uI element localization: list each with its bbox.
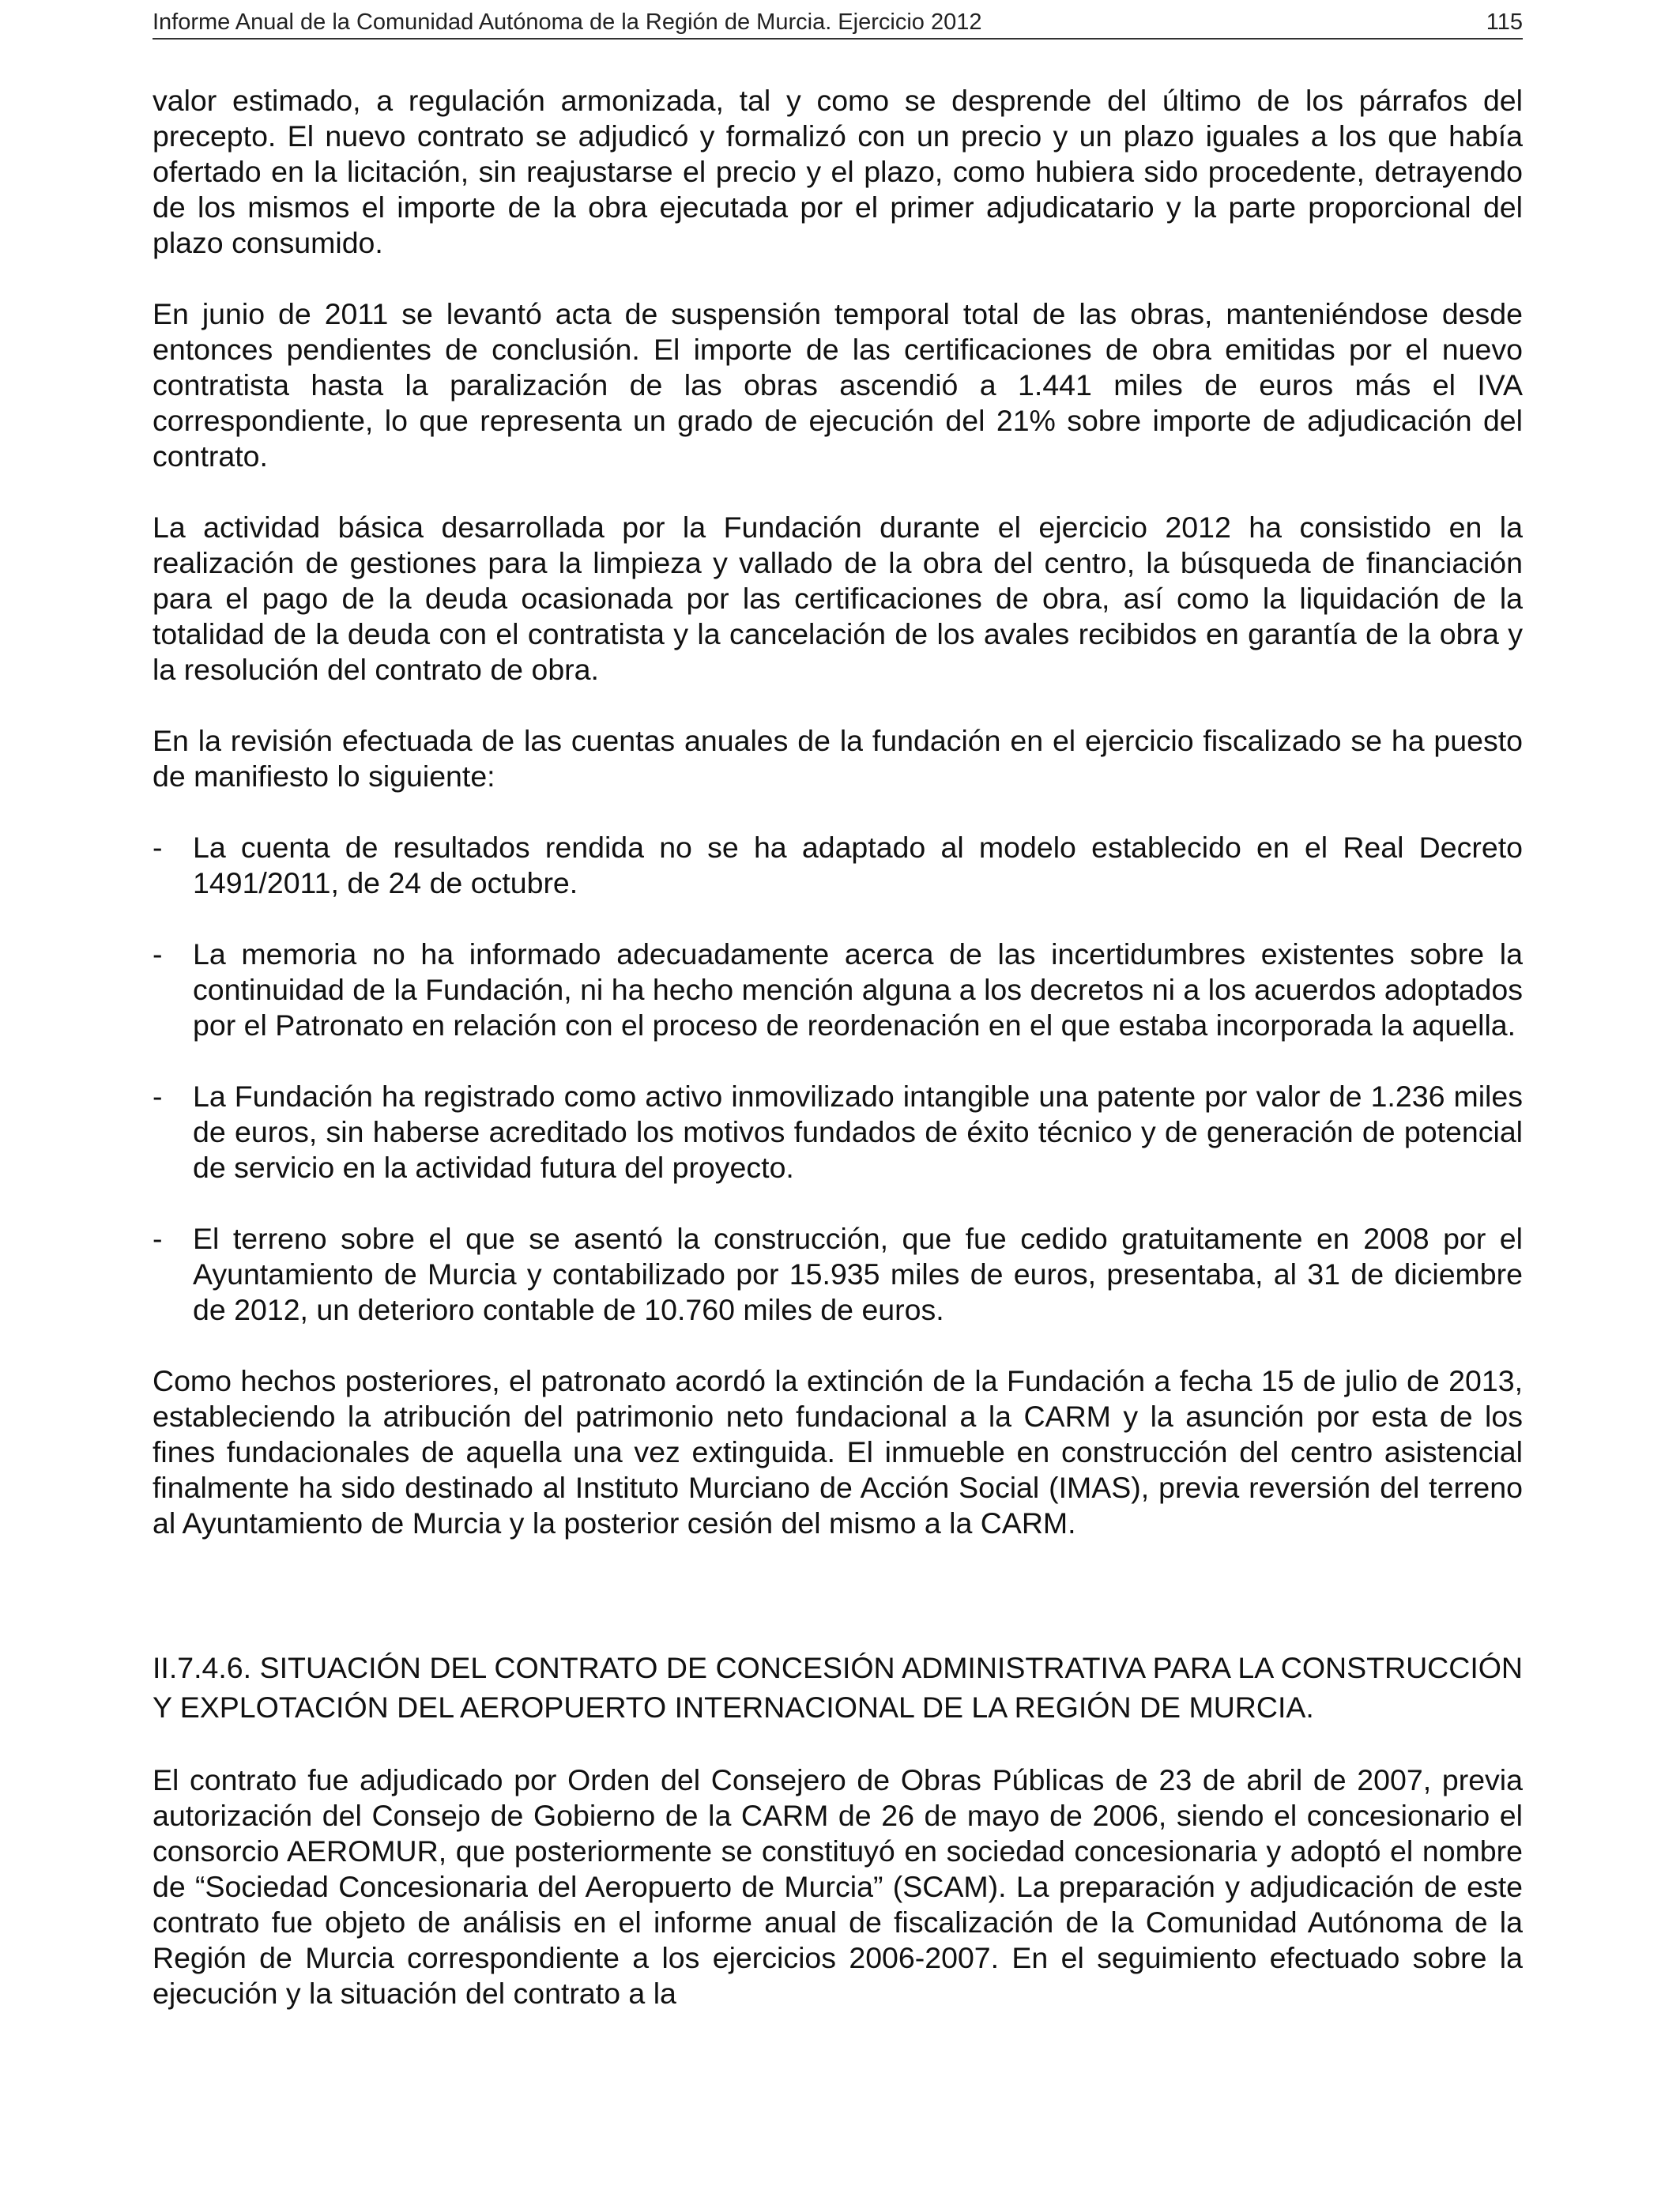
page-body	[153, 83, 1523, 2011]
bullet-dash: -	[153, 937, 163, 971]
list-item	[153, 937, 1523, 1043]
paragraph-subsequent-events: Como hechos posteriores, el patronato acordó la extinción de la Fundación a fecha 15 de julio de 2013, estableciendo la atribución del patrimonio neto fundacional a la CARM y la asunción por esta de los fines fundacionales de aquella una vez extinguida. El inmueble en construcción del centro asistencial finalmente ha sido destinado al Instituto Murciano de Acción Social (IMAS), previa reversión del terreno al Ayuntamiento de Murcia y la posterior cesión del mismo a la CARM.	[153, 1364, 1523, 1540]
list-item	[153, 1079, 1523, 1186]
findings-list	[153, 830, 1523, 1328]
paragraph-accounts-review: En la revisión efectuada de las cuentas anuales de la fundación en el ejercicio fiscalizado se ha puesto de manifiesto lo siguiente:	[153, 724, 1523, 793]
list-item-text: La cuenta de resultados rendida no se ha adaptado al modelo establecido en el Real Decreto 1491/2011, de 24 de octubre.	[193, 831, 1523, 899]
bullet-dash: -	[153, 831, 163, 864]
list-item-text: El terreno sobre el que se asentó la construcción, que fue cedido gratuitamente en 2008 por el Ayuntamiento de Murcia y contabilizado por 15.935 miles de euros, presentaba, al 31 de diciembre de 2012, un deterioro contable de 10.760 miles de euros.	[193, 1222, 1523, 1326]
section-heading: II.7.4.6. SITUACIÓN DEL CONTRATO DE CONCESIÓN ADMINISTRATIVA PARA LA CONSTRUCCIÓN Y EXPLOTACIÓN DEL AEROPUERTO INTERNACIONAL DE LA REGIÓN DE MURCIA.	[153, 1651, 1523, 1724]
paragraph-airport-contract: El contrato fue adjudicado por Orden del Consejero de Obras Públicas de 23 de abril de 2007, previa autorización del Consejo de Gobierno de la CARM de 26 de mayo de 2006, siendo el concesionario el consorcio AEROMUR, que posteriormente se constituyó en sociedad concesionaria y adoptó el nombre de “Sociedad Concesionaria del Aeropuerto de Murcia” (SCAM). La preparación y adjudicación de este contrato fue objeto de análisis en el informe anual de fiscalización de la Comunidad Autónoma de la Región de Murcia correspondiente a los ejercicios 2006-2007. En el seguimiento efectuado sobre la ejecución y la situación del contrato a la	[153, 1763, 1523, 2010]
bullet-dash: -	[153, 1222, 163, 1255]
paragraph-foundation-activity: La actividad básica desarrollada por la Fundación durante el ejercicio 2012 ha consistido en la realización de gestiones para la limpieza y vallado de la obra del centro, la búsqueda de financiación para el pago de la deuda ocasionada por las certificaciones de obra, así como la liquidación de la totalidad de la deuda con el contratista y la cancelación de los avales recibidos en garantía de la obra y la resolución del contrato de obra.	[153, 511, 1523, 686]
list-item	[153, 1221, 1523, 1328]
list-item-text: La Fundación ha registrado como activo inmovilizado intangible una patente por valor de 1.236 miles de euros, sin haberse acreditado los motivos fundados de éxito técnico y de generación de potencial de servicio en la actividad futura del proyecto.	[193, 1080, 1523, 1184]
paragraph-works-suspension: En junio de 2011 se levantó acta de suspensión temporal total de las obras, manteniéndose desde entonces pendientes de conclusión. El importe de las certificaciones de obra emitidas por el nuevo contratista hasta la paralización de las obras ascendió a 1.441 miles de euros más el IVA correspondiente, lo que representa un grado de ejecución del 21% sobre importe de adjudicación del contrato.	[153, 297, 1523, 473]
page-header	[153, 6, 1523, 40]
page-number: 115	[1486, 9, 1523, 35]
paragraph-contract-award: valor estimado, a regulación armonizada, tal y como se desprende del último de los párrafos del precepto. El nuevo contrato se adjudicó y formalizó con un precio y un plazo iguales a los que había ofertado en la licitación, sin reajustarse el precio y el plazo, como hubiera sido procedente, detrayendo de los mismos el importe de la obra ejecutada por el primer adjudicatario y la parte proporcional del plazo consumido.	[153, 84, 1523, 259]
bullet-dash: -	[153, 1080, 163, 1113]
list-item	[153, 830, 1523, 901]
list-item-text: La memoria no ha informado adecuadamente acerca de las incertidumbres existentes sobre la continuidad de la Fundación, ni ha hecho mención alguna a los decretos ni a los acuerdos adoptados por el Patronato en relación con el proceso de reordenación en el que estaba incorporada la aquella.	[193, 937, 1523, 1042]
header-title: Informe Anual de la Comunidad Autónoma de la Región de Murcia. Ejercicio 2012	[153, 9, 982, 35]
